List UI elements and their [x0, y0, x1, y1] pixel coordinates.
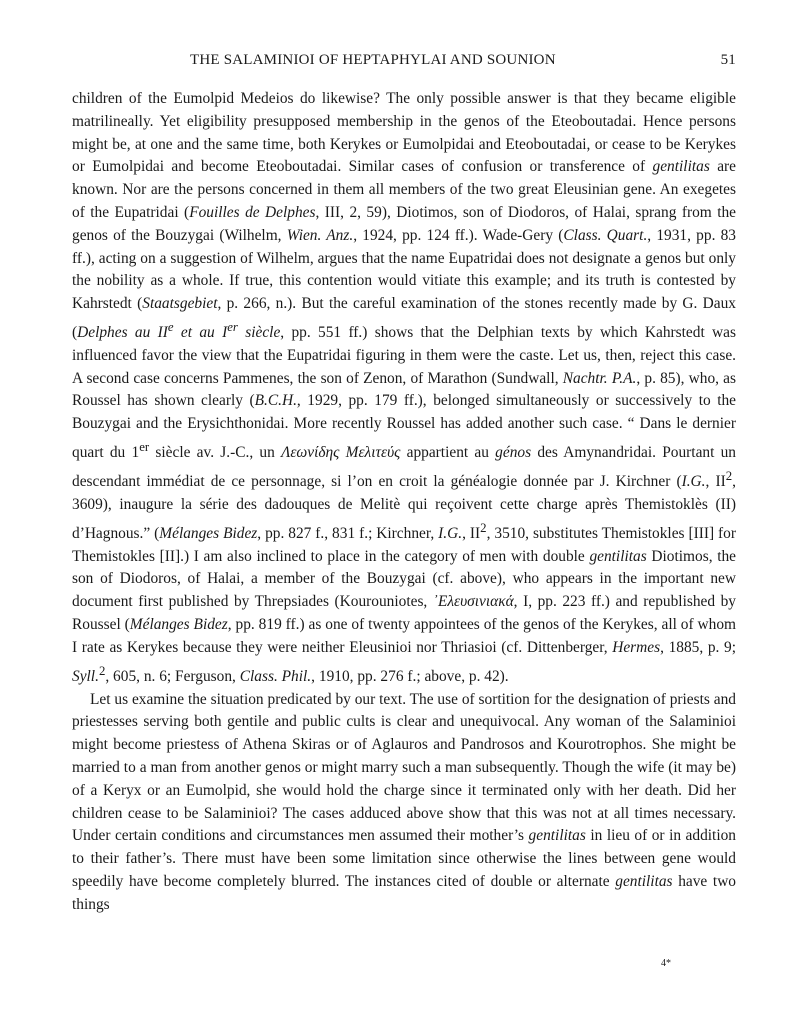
text-run: are known. Nor are the persons concerned in them all members of the two great Eleusinian gene. An exegetes of the Eupatridai (	[72, 158, 736, 221]
text-run: , II	[462, 524, 481, 542]
superscript: er	[139, 440, 150, 455]
text-run: , 3510, substitutes Themistokles [III] for Themistokles [II].) I am also inclined to place in the category of men with double	[72, 524, 736, 565]
citation-title	[77, 319, 281, 342]
superscript: 2	[725, 469, 733, 483]
italic-term: gentilitas	[528, 827, 586, 845]
text-run: , 605, n. 6; Ferguson,	[105, 667, 240, 685]
signature-mark: 4*	[661, 958, 671, 969]
text-run: , 1885, p. 9;	[660, 638, 736, 656]
citation-title: Nachtr. P.A.	[562, 369, 637, 387]
superscript: e	[167, 319, 174, 334]
running-header	[72, 52, 736, 72]
citation-title: Class. Phil.	[239, 667, 312, 685]
text-run: , I, pp. 223 ff.) and republished by Roussel (	[72, 593, 736, 634]
text-run: , 1910, pp. 276 f.; above, p. 42).	[311, 667, 509, 685]
text-run: children of the Eumolpid Medeios do likewise? The only possible answer is that they became eligible matrilineally. Yet eligibility presupposed membership in the genos of the Eteoboutadai. Hence persons might be, at one and the same time, both Kerykes or Eumolpidai and Eteoboutadai, or cease to be Kerykes or Eumolpidai and become Eteoboutadai. Similar cases of confusion or transference of	[72, 90, 736, 176]
citation-title: Staatsgebiet	[142, 295, 218, 313]
citation-title: Fouilles de Delphes	[189, 203, 316, 221]
text-run: , pp. 819 ff.) as one of twenty appointees of the genos of the Kerykes, all of whom I rate as Kerykes because they were neither Eleusinioi nor Thriasioi (cf. Dittenberger,	[72, 616, 737, 656]
greek-text: ᾿Ελευσινιακά	[432, 593, 514, 611]
italic-term: gentilitas	[589, 547, 647, 565]
text-run: , p. 85), who, as Roussel has shown clearly (	[72, 369, 736, 410]
superscript: 2	[480, 520, 487, 535]
citation-title: I.G.	[681, 473, 706, 491]
text-run: have two things	[72, 872, 737, 913]
citation-title: Mélanges Bidez	[129, 616, 228, 634]
text-run: , III, 2, 59), Diotimos, son of Diodoros, of Halai, sprang from the genos of the Bouzygai (Wilhelm,	[72, 203, 736, 244]
citation-title: Hermes	[612, 638, 661, 656]
text-run: et au I	[173, 324, 228, 342]
paragraph-1	[72, 88, 736, 689]
text-run: , 3609), inaugure la série des dadouques de Melitè qui reçoivent cette charge après Themistoklès (II) d’Hagnous.” (	[72, 473, 737, 542]
italic-term: gentilitas	[652, 158, 710, 176]
text-run: , pp. 827 f., 831 f.; Kirchner,	[257, 524, 439, 542]
citation-title: B.C.H.	[254, 392, 297, 410]
text-run: siècle	[237, 324, 281, 342]
paragraph-2	[72, 689, 736, 917]
text-run: , 1931, pp. 83 ff.), acting on a suggestion of Wilhelm, argues that the name Eupatridai does not designate a genos but only the nobility as a whole. If true, this contention would vitiate this example; and its truth is contested by Kahrstedt (	[72, 226, 737, 313]
running-title: THE SALAMINIOI OF HEPTAPHYLAI AND SOUNION	[190, 52, 556, 68]
text-run: , 1924, pp. 124 ff.). Wade-Gery (	[353, 226, 564, 244]
text-run: des Amynandridai. Pourtant un descendant immédiat de ce personnage, si l’on en croit la généalogie donnée par J. Kirchner (	[72, 444, 736, 491]
greek-text: Λεωνίδης Μελιτεύς	[281, 444, 401, 462]
citation-title: Mélanges Bidez	[159, 524, 258, 542]
text-run: , pp. 551 ff.) shows that the Delphian texts by which Kahrstedt was influenced favor the view that the Eupatridai figuring in them were the caste. Let us, then, reject this case. A second case concerns Pammenes, the son of Zenon, of Marathon (Sundwall,	[72, 324, 736, 387]
citation-title: I.G.	[438, 524, 463, 542]
text-run: appartient au	[400, 444, 496, 462]
text-run: Diotimos, the son of Diodoros, of Halai, a member of the Bouzygai (cf. above), who appears in the important new document first published by Threpsiades (Kourouniotes,	[72, 547, 737, 611]
page-number: 51	[720, 52, 736, 68]
italic-term: gentilitas	[615, 872, 673, 890]
superscript: 2	[98, 663, 106, 678]
text-run: , p. 266, n.). But the careful examination of the stones recently made by G. Daux (	[72, 295, 737, 342]
superscript: er	[227, 319, 238, 334]
text-run: Delphes au II	[77, 324, 168, 342]
text-run: Let us examine the situation predicated by our text. The use of sortition for the designation of priests and priestesses serving both gentile and public cults is clear and unequivocal. Any woman of the Salaminioi might become priestess of Athena Skiras or of Aglauros and Pandrosos and Kourotrophos. She might be married to a man from another genos or might marry such a man subsequently. Though the wife (it may be) of a Keryx or an Eumolpid, she would hold the charge since it terminated only with her death. Did her children cease to be Salaminioi? The cases adduced above show that this was not at all times necessary. Under certain conditions and circumstances men assumed their mother’s	[72, 690, 736, 845]
italic-term: génos	[495, 444, 532, 462]
text-run: siècle av. J.-C., un	[149, 444, 282, 462]
text-run: , 1929, pp. 179 ff.), belonged simultaneously or successively to the Bouzygai and the Erysichthonidai. More recently Roussel has added another such case. “ Dans le dernier quart du 1	[72, 392, 736, 462]
citation-title: Syll.	[72, 667, 99, 685]
citation-title: Wien. Anz.	[286, 226, 354, 244]
text-run: , II	[705, 473, 726, 491]
body-text	[72, 88, 736, 917]
text-run: in lieu of or in addition to their father’s. There must have been some limitation since otherwise the lines between gene would speedily have become completely blurred. The instances cited of double or alternate	[72, 827, 736, 890]
citation-title: Class. Quart.	[563, 226, 648, 244]
